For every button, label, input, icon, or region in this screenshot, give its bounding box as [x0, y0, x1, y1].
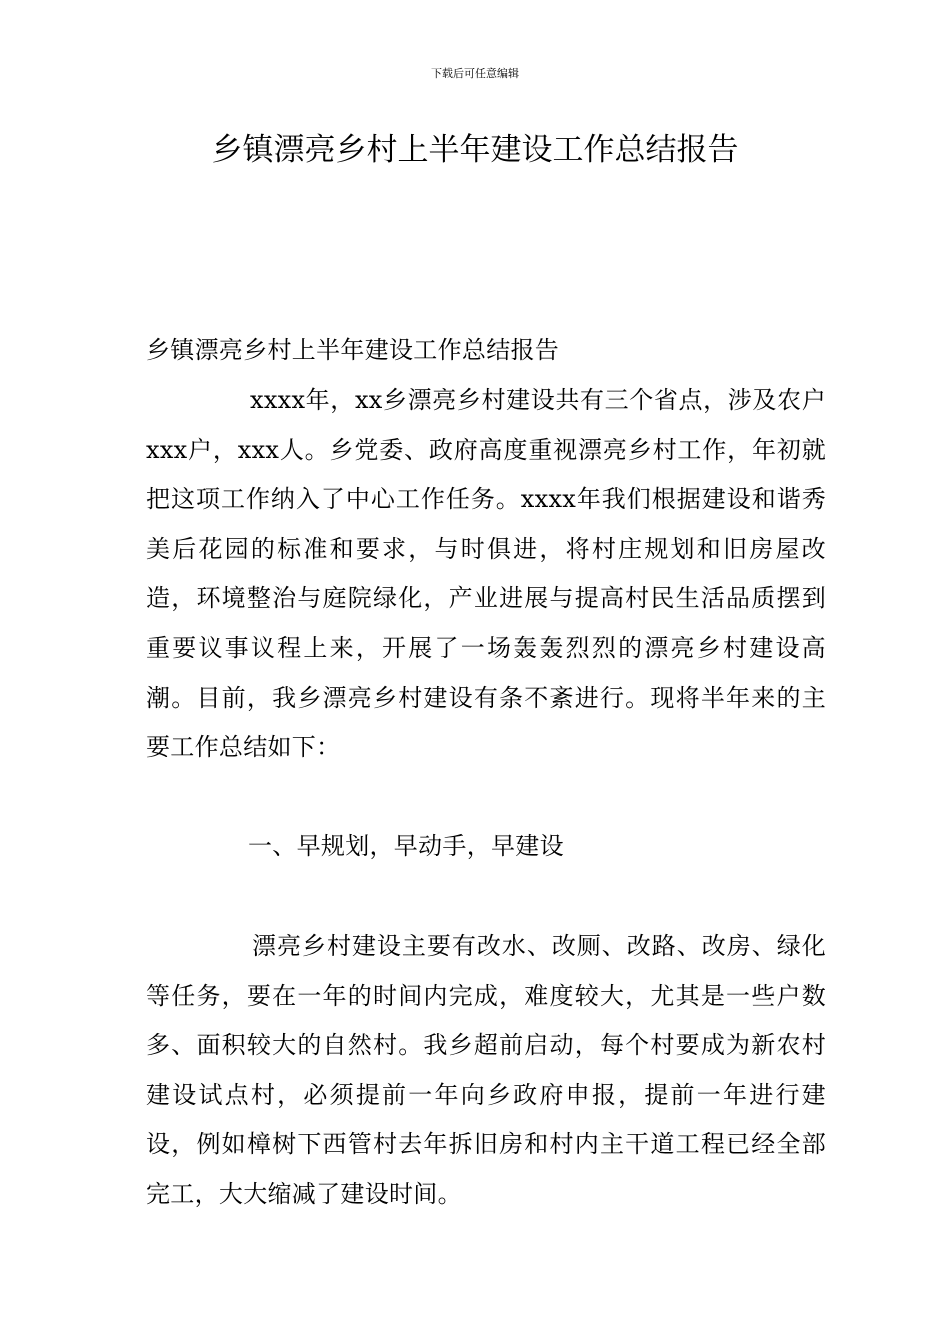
section-heading-1: 一、早规划，早动手，早建设	[248, 832, 564, 860]
document-subtitle: 乡镇漂亮乡村上半年建设工作总结报告	[146, 336, 560, 364]
paragraph-section-1: 漂亮乡村建设主要有改水、改厕、改路、改房、绿化等任务，要在一年的时间内完成，难度较大，尤其是一些户数多、面积较大的自然村。我乡超前启动，每个村要成为新农村建设试点村，必须提前一年向乡政府申报，提前一年进行建设，例如樟树下西管村去年拆旧房和村内主干道工程已经全部完工，大大缩减了建设时间。	[146, 932, 826, 1208]
paragraph-intro: xxxx年，xx乡漂亮乡村建设共有三个省点，涉及农户xxx户，xxx人。乡党委、政府高度重视漂亮乡村工作，年初就把这项工作纳入了中心工作任务。xxxx年我们根据建设和谐秀美后花园的标准和要求，与时俱进，将村庄规划和旧房屋改造，环境整治与庭院绿化，产业进展与提高村民生活品质摆到重要议事议程上来，开展了一场轰轰烈烈的漂亮乡村建设高潮。目前，我乡漂亮乡村建设有条不紊进行。现将半年来的主要工作总结如下：	[146, 386, 826, 762]
header-note: 下载后可任意编辑	[431, 67, 519, 80]
document-title: 乡镇漂亮乡村上半年建设工作总结报告	[211, 132, 739, 168]
